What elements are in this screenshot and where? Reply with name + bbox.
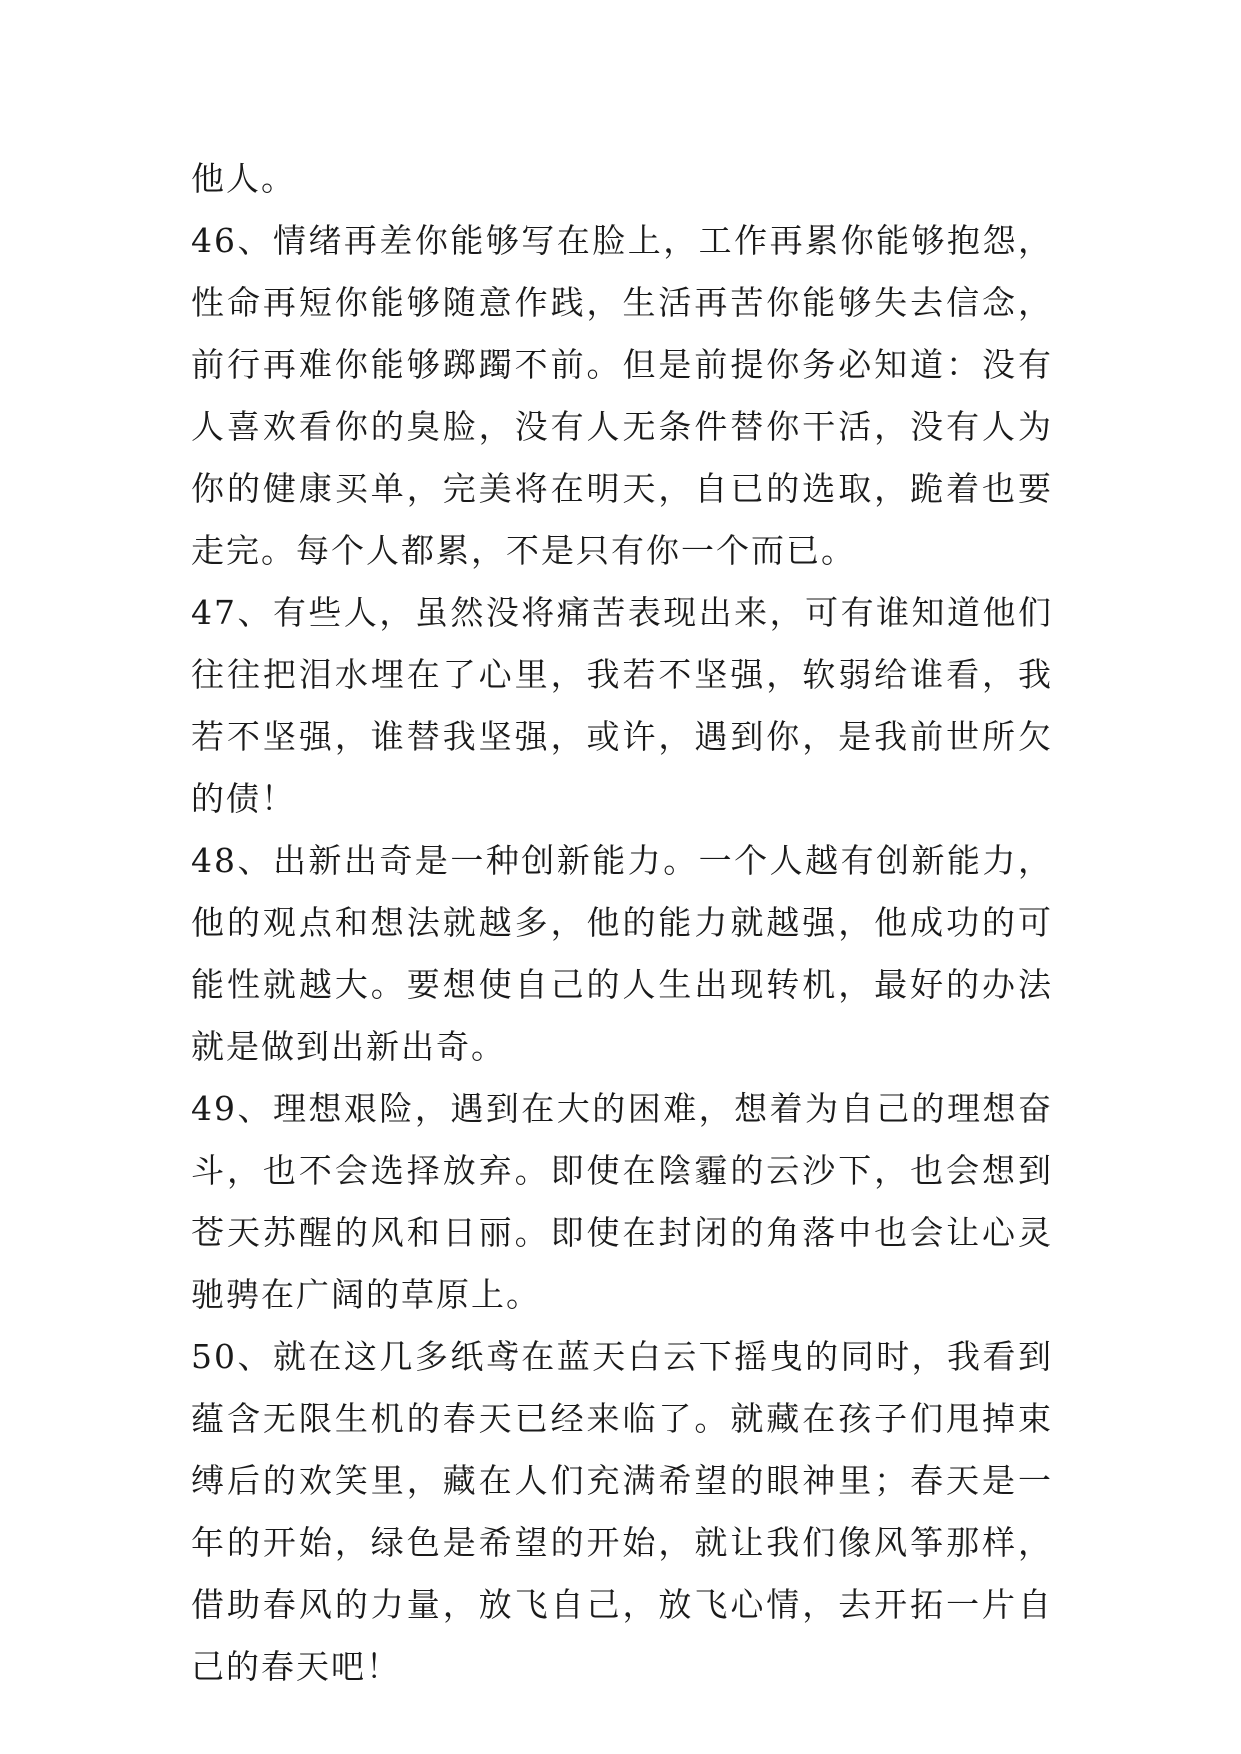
paragraph-continuation: 他人。 <box>191 159 296 198</box>
paragraph-item-48: 48、出新出奇是一种创新能力。一个人越有创新能力，他的观点和想法就越多，他的能力就越强，他成功的可能性就越大。要想使自己的人生出现转机，最好的办法就是做到出新出奇。 <box>191 841 1053 1066</box>
paragraph-item-47: 47、有些人，虽然没将痛苦表现出来，可有谁知道他们往往把泪水埋在了心里，我若不坚强，软弱给谁看，我若不坚强，谁替我坚强，或许，遇到你，是我前世所欠的债！ <box>191 593 1053 818</box>
paragraph-item-46: 46、情绪再差你能够写在脸上，工作再累你能够抱怨，性命再短你能够随意作践，生活再苦你能够失去信念，前行再难你能够踯躅不前。但是前提你务必知道：没有人喜欢看你的臭脸，没有人无条件替你干活，没有人为你的健康买单，完美将在明天，自已的选取，跪着也要走完。每个人都累，不是只有你一个而已。 <box>191 221 1053 570</box>
paragraph-item-49: 49、理想艰险，遇到在大的困难，想着为自己的理想奋斗，也不会选择放弃。即使在陰霾的云沙下，也会想到苍天苏醒的风和日丽。即使在封闭的角落中也会让心灵驰骋在广阔的草原上。 <box>191 1089 1053 1314</box>
paragraph-item-50: 50、就在这几多纸鸢在蓝天白云下摇曳的同时，我看到蕴含无限生机的春天已经来临了。就藏在孩子们甩掉束缚后的欢笑里，藏在人们充满希望的眼神里；春天是一年的开始，绿色是希望的开始，就让我们像风筝那样，借助春风的力量，放飞自己，放飞心情，去开拓一片自己的春天吧！ <box>191 1337 1053 1686</box>
document-body <box>191 148 1053 1698</box>
